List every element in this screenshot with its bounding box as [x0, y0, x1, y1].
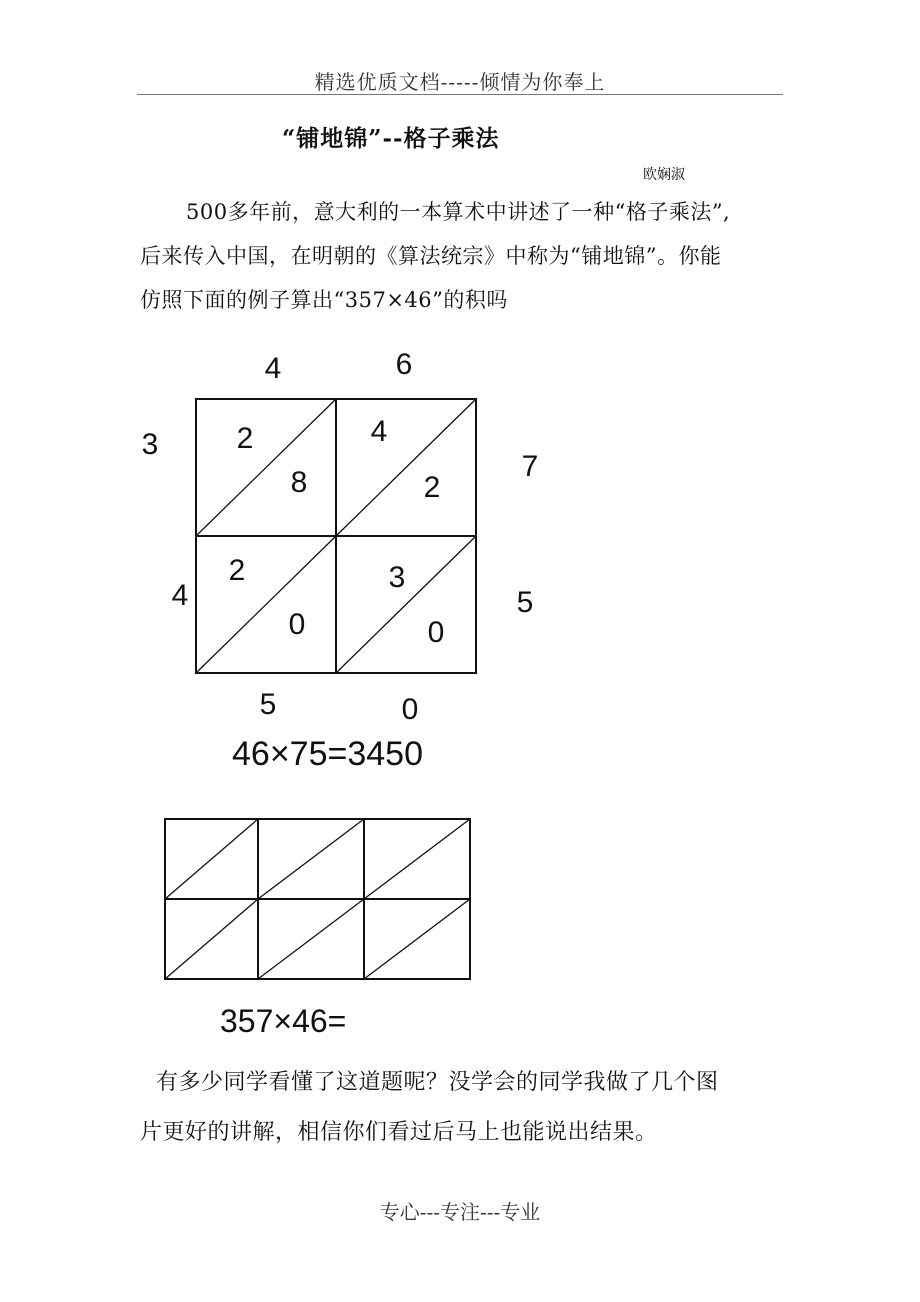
cell-tens-digit: 4 — [370, 415, 388, 448]
top-digit: 6 — [395, 348, 413, 381]
left-digit: 4 — [171, 579, 189, 612]
bottom-digit: 0 — [401, 693, 419, 726]
top-digit: 4 — [264, 352, 282, 385]
page-header: 精选优质文档-----倾情为你奉上 — [314, 70, 606, 94]
cell-diagonal — [336, 399, 476, 536]
cell-diagonal — [196, 399, 336, 536]
cell-tens-digit: 2 — [236, 422, 254, 455]
outro-line-2: 片更好的讲解，相信你们看过后马上也能说出结果。 — [140, 1120, 658, 1145]
cell-diagonal — [258, 899, 364, 979]
exercise-lattice-diagram — [0, 800, 920, 1050]
intro-line-2: 后来传入中国，在明朝的《算法统宗》中称为“铺地锦”。你能 — [140, 244, 722, 268]
exercise-grid — [165, 819, 470, 979]
cell-diagonal — [165, 899, 258, 979]
cell-ones-digit: 0 — [427, 616, 445, 649]
cell-diagonal — [336, 536, 476, 673]
cell-diagonal — [258, 819, 364, 899]
closing-paragraph — [140, 1058, 790, 1158]
cell-ones-digit: 0 — [288, 608, 306, 641]
cell-tens-digit: 2 — [228, 554, 246, 587]
left-digit: 3 — [141, 428, 159, 461]
exercise-equation: 357×46= — [220, 1003, 347, 1039]
cell-diagonal — [196, 536, 336, 673]
example-equation: 46×75=3450 — [232, 735, 423, 773]
cell-diagonal — [364, 819, 470, 899]
page-footer: 专心---专注---专业 — [379, 1200, 541, 1224]
cell-ones-digit: 2 — [423, 471, 441, 504]
bottom-digit: 5 — [259, 688, 277, 721]
author-name: 欧娴淑 — [643, 167, 685, 183]
outro-line-1: 有多少同学看懂了这道题呢？没学会的同学我做了几个图 — [156, 1070, 719, 1095]
right-digit: 5 — [516, 586, 534, 619]
cell-tens-digit: 3 — [388, 561, 406, 594]
intro-line-3: 仿照下面的例子算出“357×46”的积吗 — [140, 288, 508, 312]
cell-ones-digit: 8 — [290, 466, 308, 499]
cell-diagonal — [364, 899, 470, 979]
document-title: “铺地锦”--格子乘法 — [282, 125, 500, 152]
intro-line-1: 500多年前，意大利的一本算术中讲述了一种“格子乘法”, — [186, 200, 731, 224]
cell-diagonal — [165, 819, 258, 899]
right-digit: 7 — [521, 450, 539, 483]
